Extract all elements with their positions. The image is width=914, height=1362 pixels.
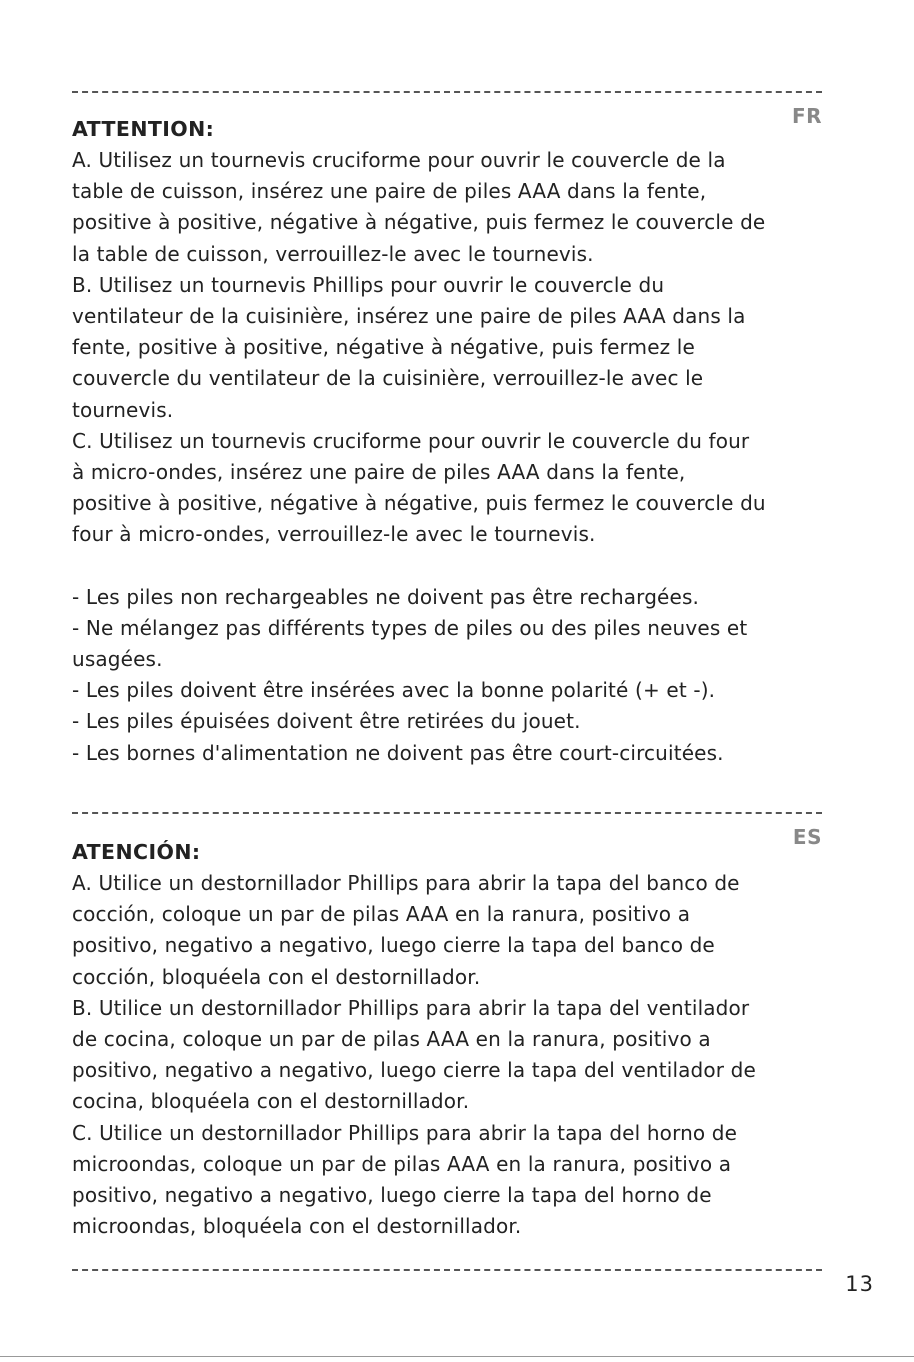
battery-note: - Les piles non rechargeables ne doivent pas être rechargées. [72,584,700,609]
battery-note: - Les bornes d'alimentation ne doivent pas être court-circuitées. [72,740,724,765]
heading-fr: ATTENTION: [72,117,215,141]
text-line: à micro-ondes, insérez une paire de piles AAA dans la fente, [72,460,686,485]
heading-es: ATENCIÓN: [72,840,201,864]
text-line: fente, positive à positive, négative à négative, puis fermez le [72,335,695,360]
battery-note: - Les piles épuisées doivent être retirées du jouet. [72,709,581,734]
text-line: table de cuisson, insérez une paire de piles AAA dans la fente, [72,179,707,204]
battery-note: - Ne mélangez pas différents types de piles ou des piles neuves et [72,615,748,640]
text-line: A. Utilice un destornillador Phillips para abrir la tapa del banco de [72,871,740,895]
text-line: tournevis. [72,397,174,422]
text-line: cocción, bloquéela con el destornillador. [72,964,481,989]
dashed-divider-middle [72,812,822,814]
section-es [72,837,842,1242]
text-line: C. Utilisez un tournevis cruciforme pour ouvrir le couvercle du four [72,428,750,453]
text-line: cocina, bloquéela con el destornillador. [72,1089,470,1114]
text-line: B. Utilice un destornillador Phillips para abrir la tapa del ventilador [72,995,750,1020]
text-line: la table de cuisson, verrouillez-le avec le tournevis. [72,241,594,266]
text-line: positive à positive, négative à négative, puis fermez le couvercle du [72,491,766,516]
page-edge-line [0,1356,914,1357]
text-line: microondas, coloque un par de pilas AAA en la ranura, positivo a [72,1151,732,1176]
page-number: 13 [845,1272,874,1296]
text-line: microondas, bloquéela con el destornillador. [72,1214,522,1239]
battery-note: usagées. [72,647,163,672]
text-line: de cocina, coloque un par de pilas AAA en la ranura, positivo a [72,1027,711,1052]
dashed-divider-top [72,91,822,93]
text-line: ventilateur de la cuisinière, insérez une paire de piles AAA dans la [72,304,746,329]
text-line: positivo, negativo a negativo, luego cierre la tapa del banco de [72,933,715,958]
text-line: four à micro-ondes, verrouillez-le avec le tournevis. [72,522,596,547]
paragraph-gap [72,551,842,582]
text-line: positive à positive, négative à négative, puis fermez le couvercle de [72,210,766,235]
text-line: B. Utilisez un tournevis Phillips pour ouvrir le couvercle du [72,272,665,297]
text-line: positivo, negativo a negativo, luego cierre la tapa del ventilador de [72,1058,756,1083]
text-line: positivo, negativo a negativo, luego cierre la tapa del horno de [72,1183,712,1208]
language-tag-es: ES [792,825,822,849]
text-line: C. Utilice un destornillador Phillips para abrir la tapa del horno de [72,1120,738,1145]
text-line: cocción, coloque un par de pilas AAA en la ranura, positivo a [72,902,691,927]
text-line: A. Utilisez un tournevis cruciforme pour ouvrir le couvercle de la [72,148,726,172]
section-fr [72,114,842,769]
battery-note: - Les piles doivent être insérées avec la bonne polarité (+ et -). [72,678,716,703]
text-line: couvercle du ventilateur de la cuisinière, verrouillez-le avec le [72,366,704,391]
language-tag-fr: FR [791,104,822,128]
dashed-divider-bottom [72,1269,822,1271]
